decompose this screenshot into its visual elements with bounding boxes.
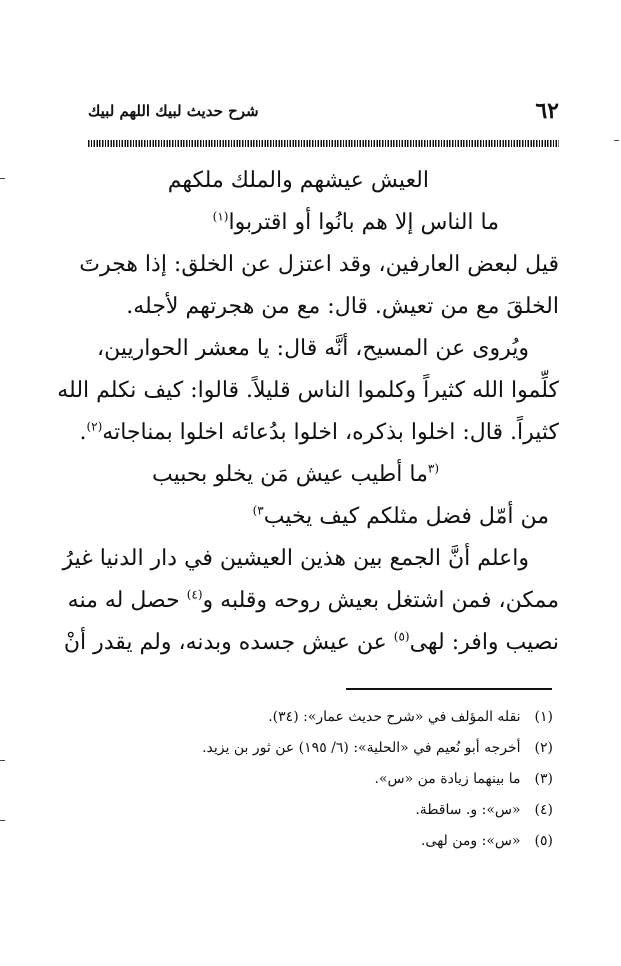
footnote-ref: (٥) bbox=[393, 629, 410, 644]
header-rule bbox=[88, 140, 559, 147]
scan-mark bbox=[0, 760, 5, 761]
paragraph-line bbox=[84, 286, 559, 328]
footnote-ref: (١) bbox=[212, 209, 229, 224]
verse-line bbox=[84, 202, 559, 244]
footnote-number: (٤) bbox=[534, 802, 553, 818]
running-title: شرح حديث لبيك اللهم لبيك bbox=[88, 102, 259, 120]
paragraph-text: نصيب وافر: لهى bbox=[409, 630, 559, 655]
paragraph-text: ممكن، فمن اشتغل بعيش روحه وقلبه و bbox=[202, 588, 559, 613]
paragraph-line bbox=[67, 580, 559, 622]
scan-mark bbox=[0, 820, 5, 821]
footnote-ref: (٤) bbox=[186, 587, 203, 602]
page-number: ٦٢ bbox=[535, 98, 559, 124]
footnotes bbox=[84, 702, 553, 857]
paragraph-text: . bbox=[79, 420, 87, 445]
scan-mark bbox=[0, 178, 5, 179]
paragraph-line bbox=[79, 412, 559, 454]
paragraph-line bbox=[63, 622, 559, 664]
paragraph-text: كثيراً. قال: اخلوا بذكره، اخلوا بدُعائه اخلوا بمناجاته bbox=[102, 420, 559, 445]
paragraph-text: ويُروى عن المسيح، أنَّه قال: يا معشر الحواريين، bbox=[96, 336, 529, 361]
footnote-ref: (٢) bbox=[86, 419, 103, 434]
paragraph-line bbox=[62, 538, 559, 580]
footnote-text: «س»: ومن لهى. bbox=[420, 833, 521, 849]
paragraph-text: كلِّموا الله كثيراً وكلموا الناس قليلاً. قالوا: كيف نكلم الله bbox=[57, 378, 559, 403]
footnote-number: (٥) bbox=[534, 833, 553, 849]
footnote-separator bbox=[346, 688, 552, 690]
footnote bbox=[84, 826, 553, 857]
paragraph-text: عن عيش جسده وبدنه، ولم يقدر أنْ bbox=[63, 630, 394, 655]
footnote bbox=[84, 795, 553, 826]
verse-line bbox=[84, 160, 559, 202]
paragraph-text: قيل لبعض العارفين، وقد اعتزل عن الخلق: إذا هجرتَ bbox=[79, 252, 559, 277]
paragraph-text: حصل له منه bbox=[67, 588, 187, 613]
footnote-text: «س»: و. ساقطة. bbox=[415, 802, 521, 818]
footnote-ref: ٣) bbox=[252, 503, 264, 518]
verse-line bbox=[84, 496, 559, 538]
footnote-number: (٣) bbox=[534, 771, 553, 787]
footnote bbox=[84, 764, 553, 795]
footnote-number: (٢) bbox=[534, 740, 553, 756]
verse-text: ما أطيب عيش مَن يخلو بحبيب bbox=[152, 462, 428, 487]
footnote-text: أخرجه أبو نُعيم في «الحلية»: (٦/ ١٩٥) عن ثور بن يزيد. bbox=[202, 740, 521, 756]
page-header bbox=[88, 96, 559, 126]
footnote-number: (١) bbox=[534, 709, 553, 725]
footnote bbox=[84, 733, 553, 764]
verse-text: من أمّل فضل مثلكم كيف يخيب bbox=[263, 504, 549, 529]
verse-text: ما الناس إلا هم بانُوا أو اقتربوا bbox=[228, 210, 499, 235]
verse-line bbox=[84, 454, 559, 496]
scan-mark bbox=[614, 140, 619, 141]
footnote-text: نقله المؤلف في «شرح حديث عمار»: (٣٤). bbox=[268, 709, 521, 725]
footnote bbox=[84, 702, 553, 733]
paragraph-text: واعلم أنَّ الجمع بين هذين العيشين في دار الدنيا غيرُ bbox=[62, 546, 529, 571]
paragraph-line bbox=[79, 244, 559, 286]
footnote-text: ما بينهما زيادة من «س». bbox=[374, 771, 521, 787]
footnote-ref: (٣ bbox=[427, 461, 439, 476]
paragraph-line bbox=[57, 370, 559, 412]
main-text bbox=[57, 160, 559, 664]
verse-text: العيش عيشهم والملك ملكهم bbox=[167, 168, 429, 193]
paragraph-line bbox=[84, 328, 559, 370]
paragraph-text: الخلقَ مع من تعيش. قال: مع من هجرتهم لأجله. bbox=[126, 294, 559, 319]
